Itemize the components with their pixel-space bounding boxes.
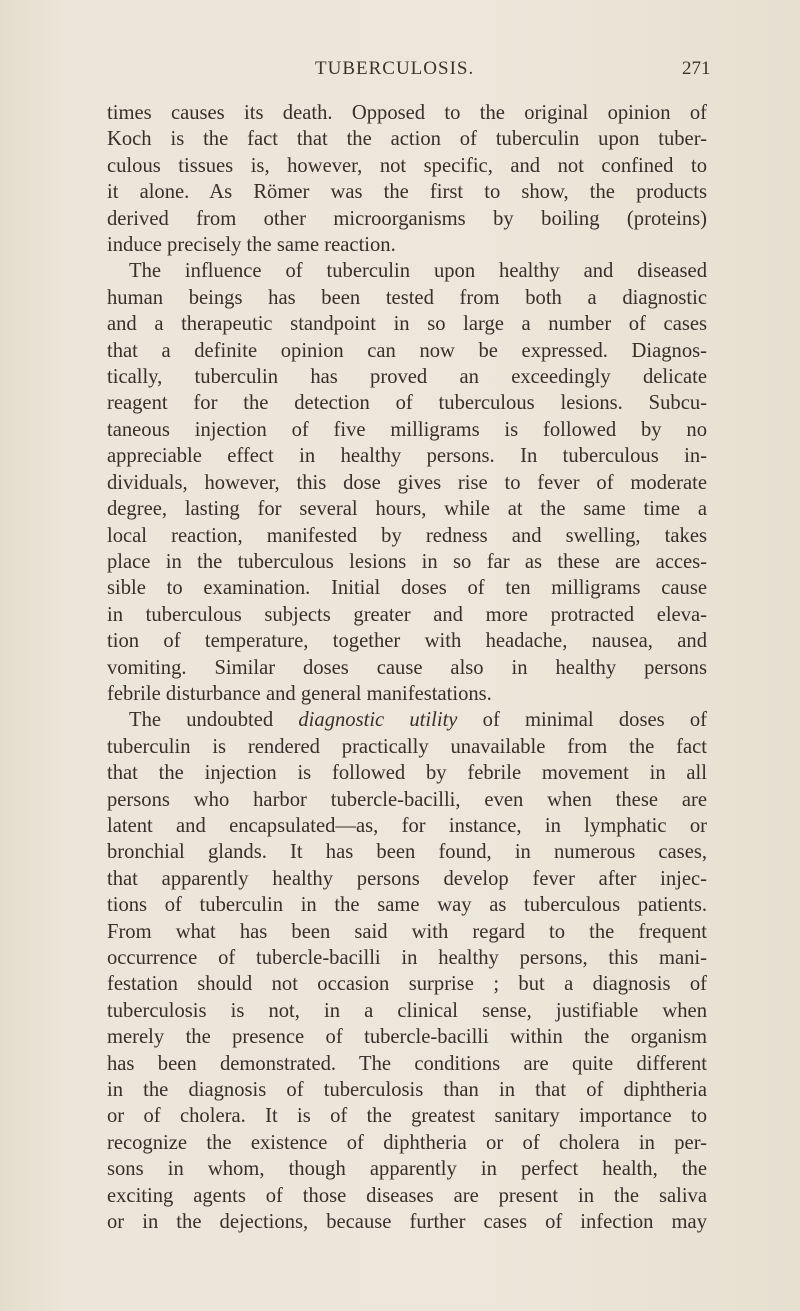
text-line: culous tissues is, however, not specific, and not confined to: [107, 154, 707, 177]
text-line: persons who harbor tubercle-bacilli, even when these are: [107, 788, 707, 811]
text-line: exciting agents of those diseases are present in the saliva: [107, 1184, 707, 1207]
text-line: it alone. As Römer was the first to show, the products: [107, 181, 707, 204]
text-line: that apparently healthy persons develop fever after injec-: [107, 867, 707, 890]
page-number: 271: [682, 58, 711, 79]
running-title: TUBERCULOSIS.: [315, 58, 475, 79]
text-line: tuberculin is rendered practically unavailable from the fact: [107, 735, 707, 758]
text-line: taneous injection of five milligrams is followed by no: [107, 418, 707, 441]
paragraphs-1-2: [107, 100, 707, 707]
text-line: tion of temperature, together with headache, nausea, and: [107, 630, 707, 653]
text-line: latent and encapsulated—as, for instance, in lymphatic or: [107, 814, 707, 837]
text-line: [107, 707, 707, 733]
text-line: derived from other microorganisms by boiling (proteins): [107, 207, 707, 230]
text-line: reagent for the detection of tuberculous lesions. Subcu-: [107, 392, 707, 415]
text-line: times causes its death. Opposed to the original opinion of: [107, 102, 707, 124]
text-line: place in the tuberculous lesions in so far as these are acces-: [107, 550, 707, 573]
text-line: febrile disturbance and general manifestations.: [107, 682, 492, 705]
text-line: The influence of tuberculin upon healthy and diseased: [129, 260, 707, 283]
text-line: or of cholera. It is of the greatest sanitary importance to: [107, 1105, 707, 1128]
text-line: festation should not occasion surprise ; but a diagnosis of: [107, 973, 707, 996]
text-line: sons in whom, though apparently in perfect health, the: [107, 1158, 707, 1181]
text-line: human beings has been tested from both a diagnostic: [107, 286, 707, 309]
text-line: From what has been said with regard to the frequent: [107, 920, 707, 943]
text-line: tuberculosis is not, in a clinical sense, justifiable when: [107, 999, 707, 1022]
text-line: degree, lasting for several hours, while at the same time a: [107, 498, 707, 521]
text-line: occurrence of tubercle-bacilli in healthy persons, this mani-: [107, 947, 707, 969]
paragraph-3: [107, 707, 707, 1235]
text-line: and a therapeutic standpoint in so large a number of cases: [107, 313, 707, 336]
text-segment: The undoubted: [129, 709, 299, 732]
text-line: local reaction, manifested by redness and swelling, takes: [107, 524, 707, 547]
text-line: that the injection is followed by febrile movement in all: [107, 762, 707, 785]
text-line: has been demonstrated. The conditions are quite different: [107, 1052, 707, 1075]
text-segment: of minimal doses of: [457, 709, 707, 732]
text-line: in tuberculous subjects greater and more protracted eleva-: [107, 603, 707, 626]
text-line: tically, tuberculin has proved an exceedingly delicate: [107, 366, 707, 389]
text-line: vomiting. Similar doses cause also in healthy persons: [107, 656, 707, 679]
page-header: [0, 58, 800, 88]
text-line: in the diagnosis of tuberculosis than in that of diphtheria: [107, 1079, 707, 1102]
text-line: induce precisely the same reaction.: [107, 234, 396, 257]
text-line: sible to examination. Initial doses of ten milligrams cause: [107, 577, 707, 600]
text-line: dividuals, however, this dose gives rise to fever of moderate: [107, 471, 707, 494]
text-line: tions of tuberculin in the same way as tuberculous patients.: [107, 894, 707, 917]
text-line: merely the presence of tubercle-bacilli within the organism: [107, 1026, 707, 1049]
text-line: Koch is the fact that the action of tuberculin upon tuber-: [107, 128, 707, 151]
text-line: appreciable effect in healthy persons. In tuberculous in-: [107, 445, 707, 468]
text-line: or in the dejections, because further cases of infection may: [107, 1211, 707, 1234]
italic-phrase: diagnostic utility: [298, 709, 458, 732]
text-line: that a definite opinion can now be expressed. Diagnos-: [107, 339, 707, 362]
text-line: recognize the existence of diphtheria or of cholera in per-: [107, 1131, 707, 1154]
body-text: [107, 100, 707, 1235]
text-line: bronchial glands. It has been found, in numerous cases,: [107, 841, 707, 864]
